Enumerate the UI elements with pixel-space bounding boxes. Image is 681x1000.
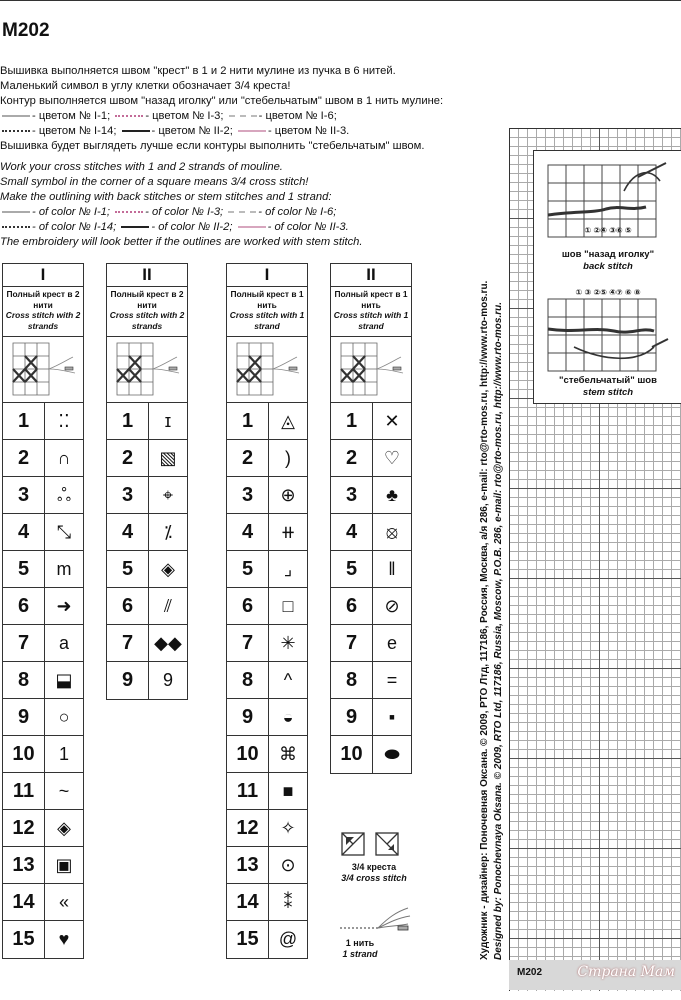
key-row — [331, 440, 411, 477]
key-row — [331, 477, 411, 514]
key-row — [331, 588, 411, 625]
color-number: 14 — [227, 884, 269, 920]
line-swatch — [2, 115, 30, 117]
key-description-ru: Полный крест в 1 нить — [230, 289, 304, 310]
key-header: II — [107, 264, 187, 287]
stitch-symbol-icon: ɪ — [164, 411, 172, 431]
instruction-line: Контур выполняется швом "назад иголку" или "стебельчатым" швом в 1 нить мулине: — [0, 95, 444, 107]
symbol-key-table — [226, 263, 308, 959]
instruction-line — [0, 109, 475, 124]
stitch-symbol-icon: = — [386, 670, 398, 690]
key-header: I — [227, 264, 307, 287]
color-number: 3 — [3, 477, 45, 513]
color-number: 1 — [227, 403, 269, 439]
color-number: 10 — [227, 736, 269, 772]
stitch-symbol-icon: ⁒ — [163, 522, 173, 542]
stitch-symbol-icon: ⊕ — [280, 485, 296, 505]
color-number: 15 — [227, 921, 269, 958]
stitch-symbol-icon: ♥ — [58, 929, 70, 949]
color-number: 7 — [107, 625, 149, 661]
color-label: - of color № I-14; — [32, 221, 117, 233]
color-number: 9 — [3, 699, 45, 735]
key-row — [227, 699, 307, 736]
cross-stitch-icon — [3, 337, 81, 401]
stitch-symbol-icon: a — [58, 633, 69, 653]
key-description-en: Cross stitch with 2 strands — [5, 310, 81, 331]
color-label: - of color № I-3; — [145, 206, 224, 218]
key-row — [227, 625, 307, 662]
key-row — [3, 662, 83, 699]
stitch-symbol-icon: ^ — [283, 670, 293, 690]
page-title: M202 — [2, 20, 50, 41]
instruction-line: Make the outlining with back stitches or stem stitches and 1 strand: — [0, 191, 332, 203]
key-row — [3, 773, 83, 810]
stitch-symbol-icon: ) — [285, 448, 291, 468]
key-row — [107, 440, 187, 477]
key-row — [227, 440, 307, 477]
stitch-symbol-icon: ‖ — [388, 559, 396, 579]
stitch-symbol-icon: ⊙ — [280, 855, 296, 875]
stitch-symbol-icon: ⬬ — [384, 744, 400, 764]
key-row — [3, 477, 83, 514]
color-number: 11 — [3, 773, 45, 809]
stitch-symbol-icon: ▪ — [388, 707, 396, 727]
cross-stitch-illustration — [3, 337, 83, 403]
stitch-symbol-icon: ○ — [58, 707, 70, 727]
key-row — [3, 699, 83, 736]
color-label: - of color № I-1; — [32, 206, 111, 218]
stitch-symbol-icon: ⊘ — [384, 596, 400, 616]
stitch-symbol-icon: ⌘ — [279, 744, 297, 764]
color-number: 6 — [331, 588, 373, 624]
key-description-ru: Полный крест в 2 нити — [110, 289, 184, 310]
top-rule — [0, 0, 681, 2]
key-row — [107, 514, 187, 551]
color-number: 7 — [3, 625, 45, 661]
key-row — [227, 884, 307, 921]
stitch-symbol-icon: ◒ — [282, 707, 294, 727]
key-description-en: Cross stitch with 1 strand — [333, 310, 409, 331]
line-swatch — [115, 211, 143, 213]
color-number: 4 — [331, 514, 373, 550]
color-number: 2 — [227, 440, 269, 476]
stitch-symbol-icon: 9 — [162, 670, 173, 690]
key-row — [107, 662, 187, 699]
color-number: 11 — [227, 773, 269, 809]
stitch-symbol-icon: ✕ — [384, 411, 400, 431]
color-label: - цветом № I-14; — [32, 125, 117, 137]
stitch-symbol-icon: ⌟ — [283, 559, 293, 579]
line-swatch — [2, 130, 30, 132]
color-label: - цветом № II-3. — [267, 125, 350, 137]
key-description-en: Cross stitch with 2 strands — [109, 310, 185, 331]
color-number: 4 — [227, 514, 269, 550]
color-number: 5 — [331, 551, 373, 587]
line-swatch — [228, 211, 256, 213]
key-row — [331, 551, 411, 588]
stitch-symbol-icon: 1 — [58, 744, 69, 764]
symbol-key-table — [106, 263, 188, 700]
key-row — [227, 736, 307, 773]
stitch-symbol-icon: ✳ — [280, 633, 296, 653]
key-row — [3, 440, 83, 477]
color-number: 8 — [331, 662, 373, 698]
key-row — [227, 403, 307, 440]
key-row — [107, 403, 187, 440]
instruction-line: The embroidery will look better if the outlines are worked with stem stitch. — [0, 236, 363, 248]
key-row — [227, 662, 307, 699]
instruction-line — [0, 205, 475, 220]
three-quarter-legend — [340, 832, 410, 863]
color-number: 3 — [107, 477, 149, 513]
key-row — [331, 736, 411, 773]
stem-stitch-ru: "стебельчатый" шов — [559, 375, 657, 386]
symbol-key-table — [330, 263, 412, 774]
color-number: 13 — [227, 847, 269, 883]
color-number: 13 — [3, 847, 45, 883]
three-quarter-label — [328, 862, 420, 884]
color-label: - цветом № I-6; — [258, 110, 337, 122]
stitch-symbol-icon: e — [386, 633, 397, 653]
stitch-symbol-icon: ➜ — [56, 596, 72, 616]
key-row — [227, 588, 307, 625]
color-number: 8 — [3, 662, 45, 698]
color-number: 7 — [227, 625, 269, 661]
instruction-line: Вышивка выполняется швом "крест" в 1 и 2 нити мулине из пучка в 6 нитей. — [0, 65, 396, 77]
stitch-symbol-icon: ◈ — [161, 559, 175, 579]
stitch-symbol-icon: ஃ — [56, 485, 72, 505]
stitch-symbol-icon: ⁚⁚ — [58, 411, 70, 431]
color-number: 9 — [227, 699, 269, 735]
key-row — [107, 477, 187, 514]
needle-thread-icon — [338, 900, 418, 934]
stitch-symbol-icon: ⌖ — [162, 485, 174, 505]
line-swatch — [122, 130, 150, 132]
color-number: 2 — [331, 440, 373, 476]
line-swatch — [238, 226, 266, 228]
key-row — [331, 403, 411, 440]
one-strand-legend — [338, 900, 418, 939]
color-number: 9 — [107, 662, 149, 699]
cross-stitch-illustration — [227, 337, 307, 403]
key-description — [331, 287, 411, 337]
key-row — [227, 847, 307, 884]
stitch-symbol-icon: ◆◆ — [154, 633, 182, 653]
instruction-line: Work your cross stitches with 1 and 2 strands of mouline. — [0, 161, 283, 173]
color-number: 9 — [331, 699, 373, 735]
key-row — [3, 921, 83, 958]
key-row — [331, 625, 411, 662]
key-row — [227, 514, 307, 551]
back-stitch-numbers: ① ②④ ③⑥ ⑤ — [584, 226, 632, 235]
stitch-symbol-icon: ▣ — [55, 855, 73, 875]
stitch-symbol-icon: ⦻ — [386, 522, 398, 542]
side-credits-ru: Художник - дизайнер: Поночевная Оксана. © 2009, РТО Лтд, 117186, Россия, Москва, а/я 286, e-mail: rto@rto-mos.ru, http://www.rto-mos.ru. — [479, 280, 490, 960]
instructions-russian — [0, 64, 475, 154]
stitch-symbol-icon: @ — [278, 929, 298, 949]
color-number: 3 — [227, 477, 269, 513]
line-swatch — [238, 130, 266, 132]
cross-stitch-icon — [227, 337, 305, 401]
stitch-symbol-icon: ✧ — [280, 818, 296, 838]
stitch-symbol-icon: ⧺ — [280, 522, 296, 542]
stitch-symbol-icon: m — [56, 559, 72, 579]
color-number: 7 — [331, 625, 373, 661]
instruction-line: Small symbol in the corner of a square means 3/4 cross stitch! — [0, 176, 309, 188]
footer-code: M202 — [517, 967, 543, 978]
color-number: 5 — [107, 551, 149, 587]
stitch-symbol-icon: « — [58, 892, 69, 912]
key-description — [227, 287, 307, 337]
stitch-diagram-box — [533, 150, 681, 404]
cross-stitch-icon — [107, 337, 185, 401]
key-description — [3, 287, 83, 337]
instructions-english — [0, 160, 475, 250]
one-strand-label — [330, 938, 390, 960]
key-row — [3, 884, 83, 921]
color-number: 10 — [3, 736, 45, 772]
line-swatch — [2, 211, 30, 213]
cross-stitch-illustration — [331, 337, 411, 403]
cross-stitch-illustration — [107, 337, 187, 403]
key-row — [107, 588, 187, 625]
line-swatch — [229, 115, 257, 117]
color-number: 1 — [3, 403, 45, 439]
stitch-symbol-icon: □ — [282, 596, 294, 616]
page-footer — [509, 960, 681, 990]
color-label: - of color № II-3. — [267, 221, 349, 233]
stitch-symbol-icon: ♡ — [383, 448, 401, 468]
key-row — [227, 551, 307, 588]
side-credits-en: Designed by: Ponochevnaya Oksana. © 2009, RTO Ltd, 117186, Russia, Moscow, P.O.B. 286, e-mail: rto@rto-mos.ru, http://www.rto-mos.ru. — [493, 301, 504, 960]
key-row — [331, 699, 411, 736]
stitch-symbol-icon: ⤡ — [56, 522, 72, 542]
color-number: 1 — [331, 403, 373, 439]
one-strand-ru: 1 нить — [345, 938, 375, 948]
color-label: - of color № I-6; — [258, 206, 337, 218]
color-number: 10 — [331, 736, 373, 773]
color-label: - of color № II-2; — [151, 221, 233, 233]
stitch-symbol-icon: ∩ — [57, 448, 71, 468]
key-row — [331, 514, 411, 551]
stitch-symbol-icon: ▧ — [159, 448, 177, 468]
color-number: 6 — [3, 588, 45, 624]
key-description-ru: Полный крест в 1 нить — [334, 289, 408, 310]
color-number: 6 — [227, 588, 269, 624]
one-strand-en: 1 strand — [342, 949, 378, 959]
stitch-symbol-icon: ⬓ — [55, 670, 73, 690]
stem-stitch-numbers: ① ③ ②⑤ ④⑦ ⑥ ⑧ — [575, 288, 641, 297]
color-number: 12 — [3, 810, 45, 846]
color-number: 2 — [107, 440, 149, 476]
stitch-symbol-icon: ◬ — [281, 411, 295, 431]
cross-stitch-icon — [331, 337, 409, 401]
key-row — [3, 588, 83, 625]
stem-stitch-caption — [534, 375, 681, 399]
color-number: 4 — [107, 514, 149, 550]
stitch-symbol-icon: ⫽ — [163, 596, 173, 616]
color-number: 15 — [3, 921, 45, 958]
key-row — [3, 551, 83, 588]
key-row — [3, 847, 83, 884]
three-quarter-ru: 3/4 креста — [351, 862, 397, 872]
back-stitch-caption — [534, 249, 681, 273]
stem-stitch-en: stem stitch — [582, 387, 634, 398]
key-description — [107, 287, 187, 337]
instruction-line: Вышивка будет выглядеть лучше если контуры выполнить "стебельчатым" швом. — [0, 140, 425, 152]
key-row — [107, 625, 187, 662]
color-number: 14 — [3, 884, 45, 920]
three-quarter-icon — [340, 832, 410, 858]
color-number: 5 — [3, 551, 45, 587]
color-number: 8 — [227, 662, 269, 698]
key-row — [3, 514, 83, 551]
color-number: 1 — [107, 403, 149, 439]
stitch-symbol-icon: ■ — [282, 781, 294, 801]
key-description-en: Cross stitch with 1 strand — [229, 310, 305, 331]
key-row — [227, 477, 307, 514]
instruction-line — [0, 220, 475, 235]
key-row — [3, 810, 83, 847]
key-row — [3, 403, 83, 440]
line-swatch — [2, 226, 30, 228]
back-stitch-en: back stitch — [583, 261, 633, 272]
color-number: 3 — [331, 477, 373, 513]
instruction-line — [0, 124, 475, 139]
stitch-symbol-icon: ⁑ — [283, 892, 293, 912]
key-header: I — [3, 264, 83, 287]
brand-watermark: Страна Мам — [577, 964, 675, 980]
key-row — [227, 773, 307, 810]
color-number: 5 — [227, 551, 269, 587]
stitch-diagram — [534, 151, 681, 403]
key-header: II — [331, 264, 411, 287]
symbol-key-table — [2, 263, 84, 959]
stitch-symbol-icon: ◈ — [57, 818, 71, 838]
back-stitch-ru: шов "назад иголку" — [561, 249, 655, 260]
key-row — [3, 736, 83, 773]
color-label: - цветом № I-3; — [145, 110, 224, 122]
key-row — [227, 921, 307, 958]
color-number: 2 — [3, 440, 45, 476]
color-number: 12 — [227, 810, 269, 846]
stitch-symbol-icon: ♣ — [386, 485, 398, 505]
three-quarter-en: 3/4 cross stitch — [341, 873, 407, 883]
key-row — [227, 810, 307, 847]
instruction-line: Маленький символ в углу клетки обозначает 3/4 креста! — [0, 80, 291, 92]
line-swatch — [115, 115, 143, 117]
color-number: 6 — [107, 588, 149, 624]
key-row — [107, 551, 187, 588]
key-description-ru: Полный крест в 2 нити — [6, 289, 80, 310]
stitch-symbol-icon: ~ — [58, 781, 70, 801]
color-label: - цветом № I-1; — [32, 110, 111, 122]
key-row — [3, 625, 83, 662]
color-number: 4 — [3, 514, 45, 550]
key-row — [331, 662, 411, 699]
line-swatch — [121, 226, 149, 228]
color-label: - цветом № II-2; — [151, 125, 233, 137]
